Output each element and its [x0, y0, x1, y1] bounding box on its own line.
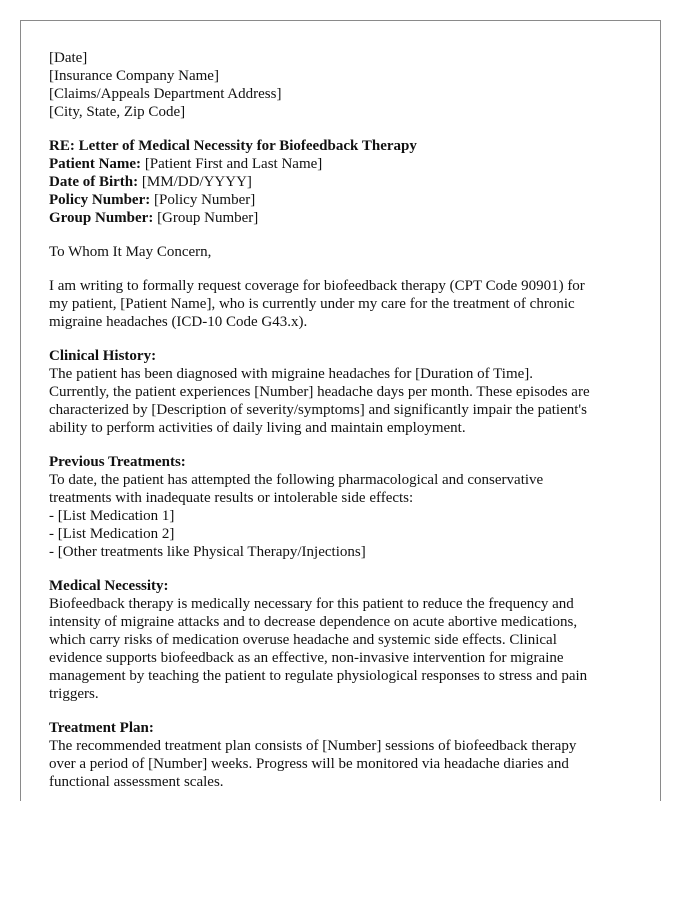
- paragraph-line: management by teaching the patient to regulate physiological responses to stress and pain: [49, 668, 588, 684]
- paragraph-line: Biofeedback therapy is medically necessary for this patient to reduce the frequency and: [49, 596, 574, 612]
- paragraph-line: intensity of migraine attacks and to decrease dependence on acute abortive medications,: [49, 614, 578, 630]
- paragraph-line: my patient, [Patient Name], who is currently under my care for the treatment of chronic: [49, 296, 575, 312]
- paragraph-line: which carry risks of medication overuse headache and systemic side effects. Clinical: [49, 632, 557, 648]
- section-heading: Treatment Plan:: [49, 720, 154, 736]
- recipient-address: [49, 49, 634, 121]
- paragraph-line: characterized by [Description of severity/symptoms] and significantly impair the patient's: [49, 402, 587, 418]
- subject-line: RE: Letter of Medical Necessity for Biofeedback Therapy: [49, 138, 417, 154]
- policy-number-value: [Policy Number]: [150, 192, 256, 208]
- paragraph-line: To date, the patient has attempted the following pharmacological and conservative: [49, 472, 544, 488]
- section-heading: Clinical History:: [49, 348, 157, 364]
- paragraph-line: treatments with inadequate results or intolerable side effects:: [49, 490, 414, 506]
- letter-content: [49, 49, 634, 791]
- letter-page: [20, 20, 661, 801]
- paragraph-line: evidence supports biofeedback as an effective, non-invasive intervention for migraine: [49, 650, 564, 666]
- paragraph-line: I am writing to formally request coverage for biofeedback therapy (CPT Code 90901) for: [49, 278, 585, 294]
- group-number-row: [49, 209, 634, 227]
- paragraph-line: The recommended treatment plan consists of [Number] sessions of biofeedback therapy: [49, 738, 577, 754]
- medical-necessity-section: [49, 577, 634, 703]
- salutation-block: [49, 243, 634, 261]
- previous-treatments-section: [49, 453, 634, 561]
- patient-name-value: [Patient First and Last Name]: [141, 156, 323, 172]
- list-item: - [List Medication 1]: [49, 508, 175, 524]
- patient-name-label: Patient Name:: [49, 156, 142, 172]
- list-item: - [List Medication 2]: [49, 526, 175, 542]
- date-line: [Date]: [49, 50, 88, 66]
- group-number-label: Group Number:: [49, 210, 154, 226]
- intro-paragraph: [49, 277, 634, 331]
- paragraph-line: The patient has been diagnosed with migraine headaches for [Duration of Time].: [49, 366, 534, 382]
- patient-name-row: [49, 155, 634, 173]
- salutation: To Whom It May Concern,: [49, 244, 212, 260]
- policy-number-label: Policy Number:: [49, 192, 151, 208]
- paragraph-line: functional assessment scales.: [49, 774, 224, 790]
- list-item: - [Other treatments like Physical Therapy/Injections]: [49, 544, 366, 560]
- paragraph-line: Currently, the patient experiences [Number] headache days per month. These episodes are: [49, 384, 590, 400]
- dob-value: [MM/DD/YYYY]: [138, 174, 252, 190]
- section-heading: Medical Necessity:: [49, 578, 169, 594]
- city-state-zip-line: [City, State, Zip Code]: [49, 104, 186, 120]
- paragraph-line: ability to perform activities of daily living and maintain employment.: [49, 420, 466, 436]
- dob-label: Date of Birth:: [49, 174, 139, 190]
- paragraph-line: over a period of [Number] weeks. Progress will be monitored via headache diaries and: [49, 756, 569, 772]
- insurance-company-line: [Insurance Company Name]: [49, 68, 219, 84]
- clinical-history-section: [49, 347, 634, 437]
- treatment-plan-section: [49, 719, 634, 791]
- paragraph-line: migraine headaches (ICD-10 Code G43.x).: [49, 314, 308, 330]
- dob-row: [49, 173, 634, 191]
- reference-block: [49, 137, 634, 227]
- section-heading: Previous Treatments:: [49, 454, 186, 470]
- department-address-line: [Claims/Appeals Department Address]: [49, 86, 282, 102]
- policy-number-row: [49, 191, 634, 209]
- paragraph-line: triggers.: [49, 686, 99, 702]
- group-number-value: [Group Number]: [153, 210, 259, 226]
